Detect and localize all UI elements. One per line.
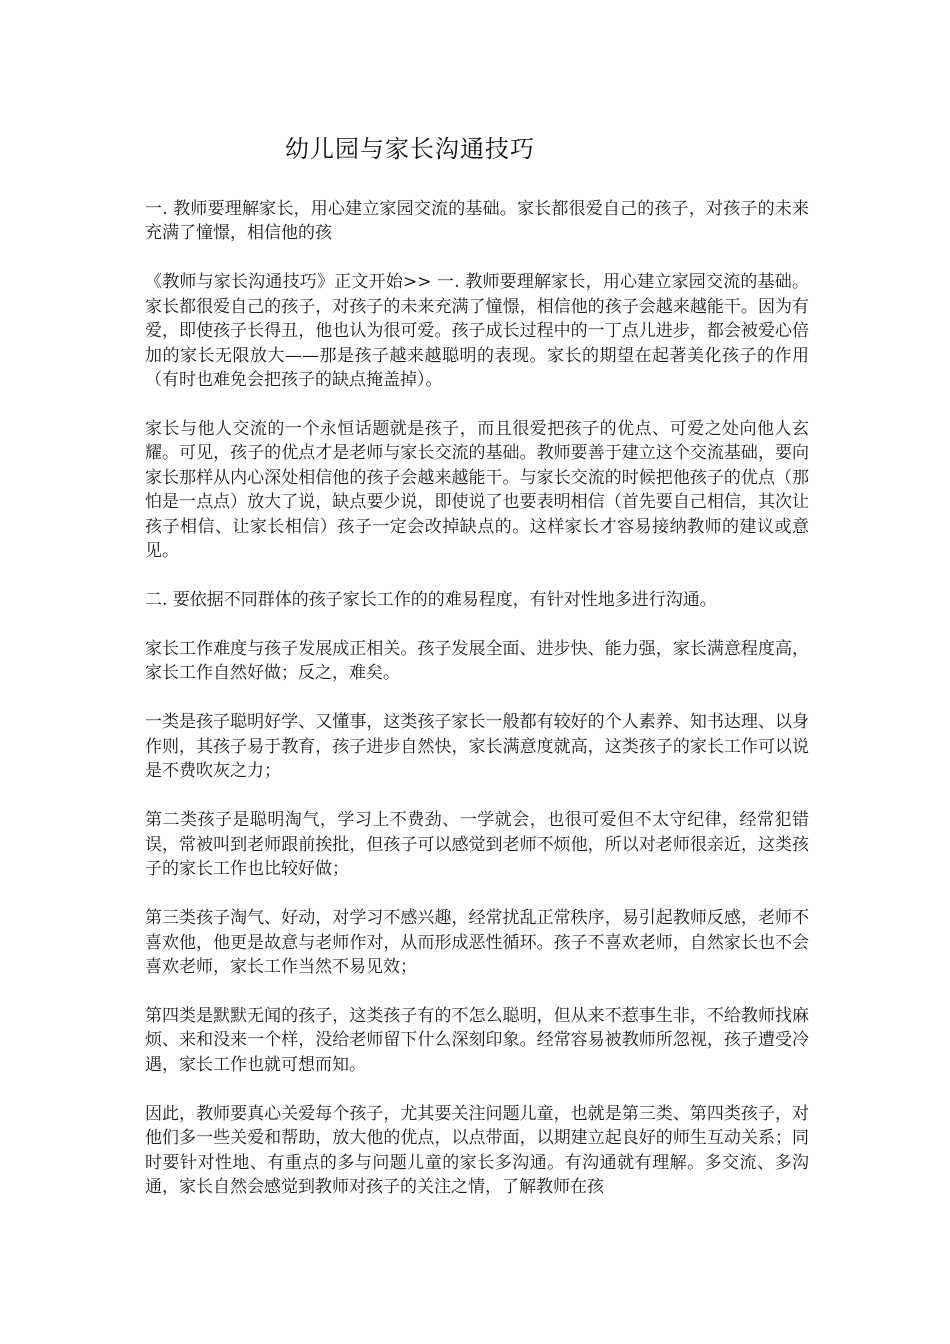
- paragraph-parent-communication: 家长与他人交流的一个永恒话题就是孩子，而且很爱把孩子的优点、可爱之处向他人玄耀。可见，孩子的优点才是老师与家长交流的基础。教师要善于建立这个交流基础，要向家长那样从内心深处相信他的孩子会越来越能干。与家长交流的时候把他孩子的优点（那怕是一点点）放大了说，缺点要少说，即使说了也要表明相信（首先要自己相信，其次让孩子相信、让家长相信）孩子一定会改掉缺点的。这样家长才容易接纳教师的建议或意见。: [145, 419, 809, 562]
- paragraph-type-three: 第三类孩子淘气、好动，对学习不感兴趣，经常扰乱正常秩序，易引起教师反感，老师不喜欢他，他更是故意与老师作对，从而形成恶性循环。孩子不喜欢老师，自然家长也不会喜欢老师，家长工作当然不易见效；: [145, 908, 809, 977]
- paragraph-intro-excerpt: 一. 教师要理解家长，用心建立家园交流的基础。家长都很爱自己的孩子，对孩子的未来充满了憧憬，相信他的孩: [145, 199, 809, 244]
- document-body: [145, 197, 809, 1224]
- paragraph-type-four: 第四类是默默无闻的孩子，这类孩子有的不怎么聪明，但从来不惹事生非，不给教师找麻烦、来和没来一个样，没给老师留下什么深刻印象。经常容易被教师所忽视，孩子遭受冷遇，家长工作也就可想而知。: [145, 1005, 809, 1075]
- paragraph-type-two: 第二类孩子是聪明淘气，学习上不费劲、一学就会，也很可爱但不太守纪律，经常犯错误，常被叫到老师跟前挨批，但孩子可以感觉到老师不烦他，所以对老师很亲近，这类孩子的家长工作也比较好做；: [145, 810, 809, 880]
- paragraph-type-one: 一类是孩子聪明好学、又懂事，这类孩子家长一般都有较好的个人素养、知书达理、以身作则，其孩子易于教育，孩子进步自然快，家长满意度就高，这类孩子的家长工作可以说是不费吹灰之力；: [145, 712, 809, 782]
- paragraph-conclusion: 因此，教师要真心关爱每个孩子，尤其要关注问题儿童，也就是第三类、第四类孩子，对他们多一些关爱和帮助，放大他的优点，以点带面，以期建立起良好的师生互动关系；同时要针对性地、有重点的多与问题儿童的家长多沟通。有沟通就有理解。多交流、多沟通，家长自然会感觉到教师对孩子的关注之情，了解教师在孩: [145, 1103, 809, 1197]
- paragraph-difficulty: 家长工作难度与孩子发展成正相关。孩子发展全面、进步快、能力强，家长满意程度高，家长工作自然好做；反之，难矣。: [145, 639, 809, 684]
- paragraph-section-one: 《教师与家长沟通技巧》正文开始>> 一. 教师要理解家长，用心建立家园交流的基础。家长都很爱自己的孩子，对孩子的未来充满了憧憬，相信他的孩子会越来越能干。因为有爱，即使孩子长得丑，他也认为很可爱。孩子成长过程中的一丁点儿进步，都会被爱心倍加的家长无限放大——那是孩子越来越聪明的表现。家长的期望在起著美化孩子的作用（有时也难免会把孩子的缺点掩盖掉）。: [145, 272, 809, 391]
- document-title: 幼儿园与家长沟通技巧: [285, 135, 535, 163]
- paragraph-section-two-heading: 二. 要依据不同群体的孩子家长工作的的难易程度，有针对性地多进行沟通。: [145, 590, 717, 611]
